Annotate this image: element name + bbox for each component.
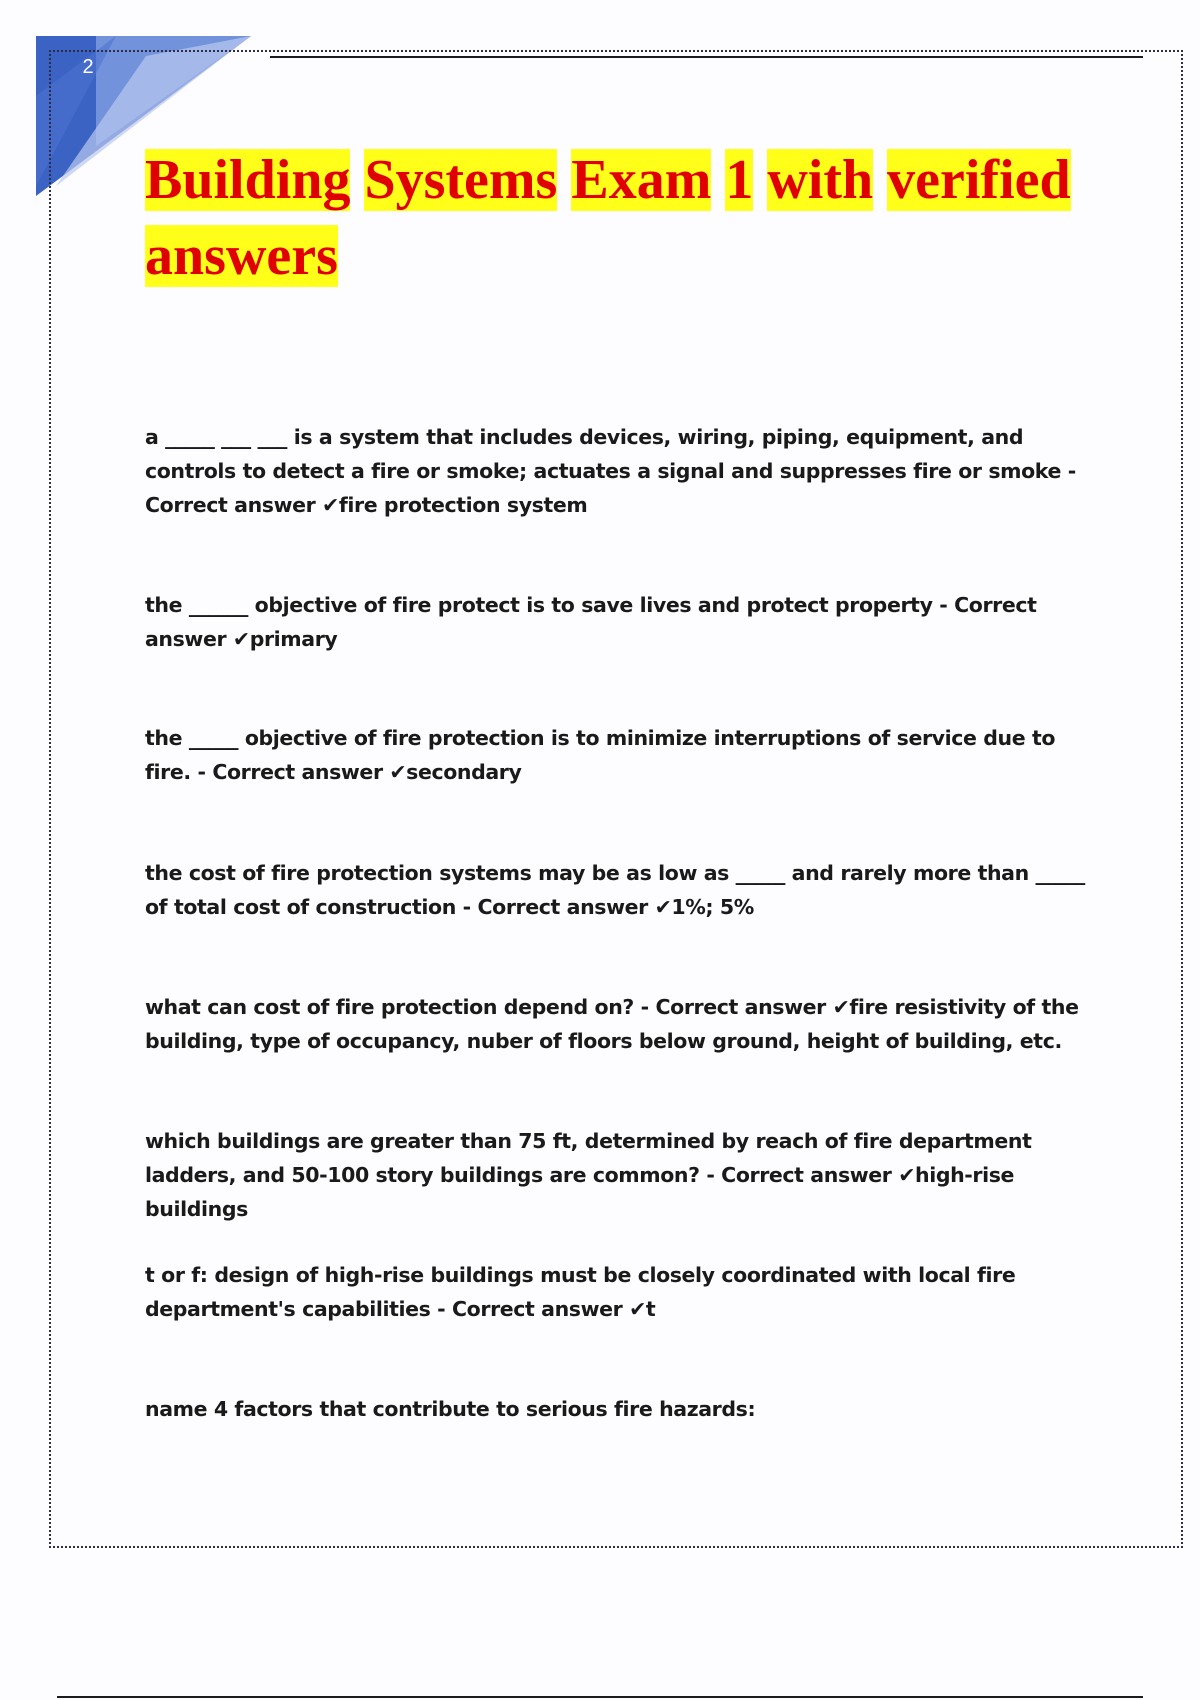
qa-item-3: the _____ objective of fire protection is to minimize interruptions of service due to fire. - Correct answer ✔secondary bbox=[145, 726, 1056, 784]
page-number: 2 bbox=[82, 56, 94, 78]
qa-item-8: name 4 factors that contribute to serious fire hazards: bbox=[145, 1397, 756, 1421]
title-word: Building bbox=[145, 149, 351, 211]
title-word: 1 bbox=[725, 149, 754, 211]
title-word: Exam bbox=[571, 149, 712, 211]
qa-item-2: the ______ objective of fire protect is to save lives and protect property - Correct answer ✔primary bbox=[145, 593, 1037, 651]
title-word: answers bbox=[145, 225, 338, 287]
title-block bbox=[145, 142, 1095, 294]
qa-item-5: what can cost of fire protection depend on? - Correct answer ✔fire resistivity of the building, type of occupancy, nuber of floors below ground, height of building, etc. bbox=[145, 995, 1079, 1053]
title-word: Systems bbox=[364, 149, 558, 211]
qa-item-6: which buildings are greater than 75 ft, determined by reach of fire department ladders, and 50-100 story buildings are common? - Correct answer ✔high-rise buildings bbox=[145, 1129, 1032, 1221]
qa-item-1: a _____ ___ ___ is a system that includes devices, wiring, piping, equipment, and controls to detect a fire or smoke; actuates a signal and suppresses fire or smoke - Correct answer ✔fire protection system bbox=[145, 425, 1076, 517]
qa-item-7: t or f: design of high-rise buildings must be closely coordinated with local fire department's capabilities - Correct answer ✔t bbox=[145, 1263, 1016, 1321]
qa-item-4: the cost of fire protection systems may be as low as _____ and rarely more than _____ of total cost of construction - Correct answer ✔1%; 5% bbox=[145, 861, 1085, 919]
title-word: with bbox=[767, 149, 874, 211]
footer-rule bbox=[57, 1696, 1143, 1698]
title-word: verified bbox=[887, 149, 1071, 211]
document-title bbox=[145, 142, 1095, 294]
